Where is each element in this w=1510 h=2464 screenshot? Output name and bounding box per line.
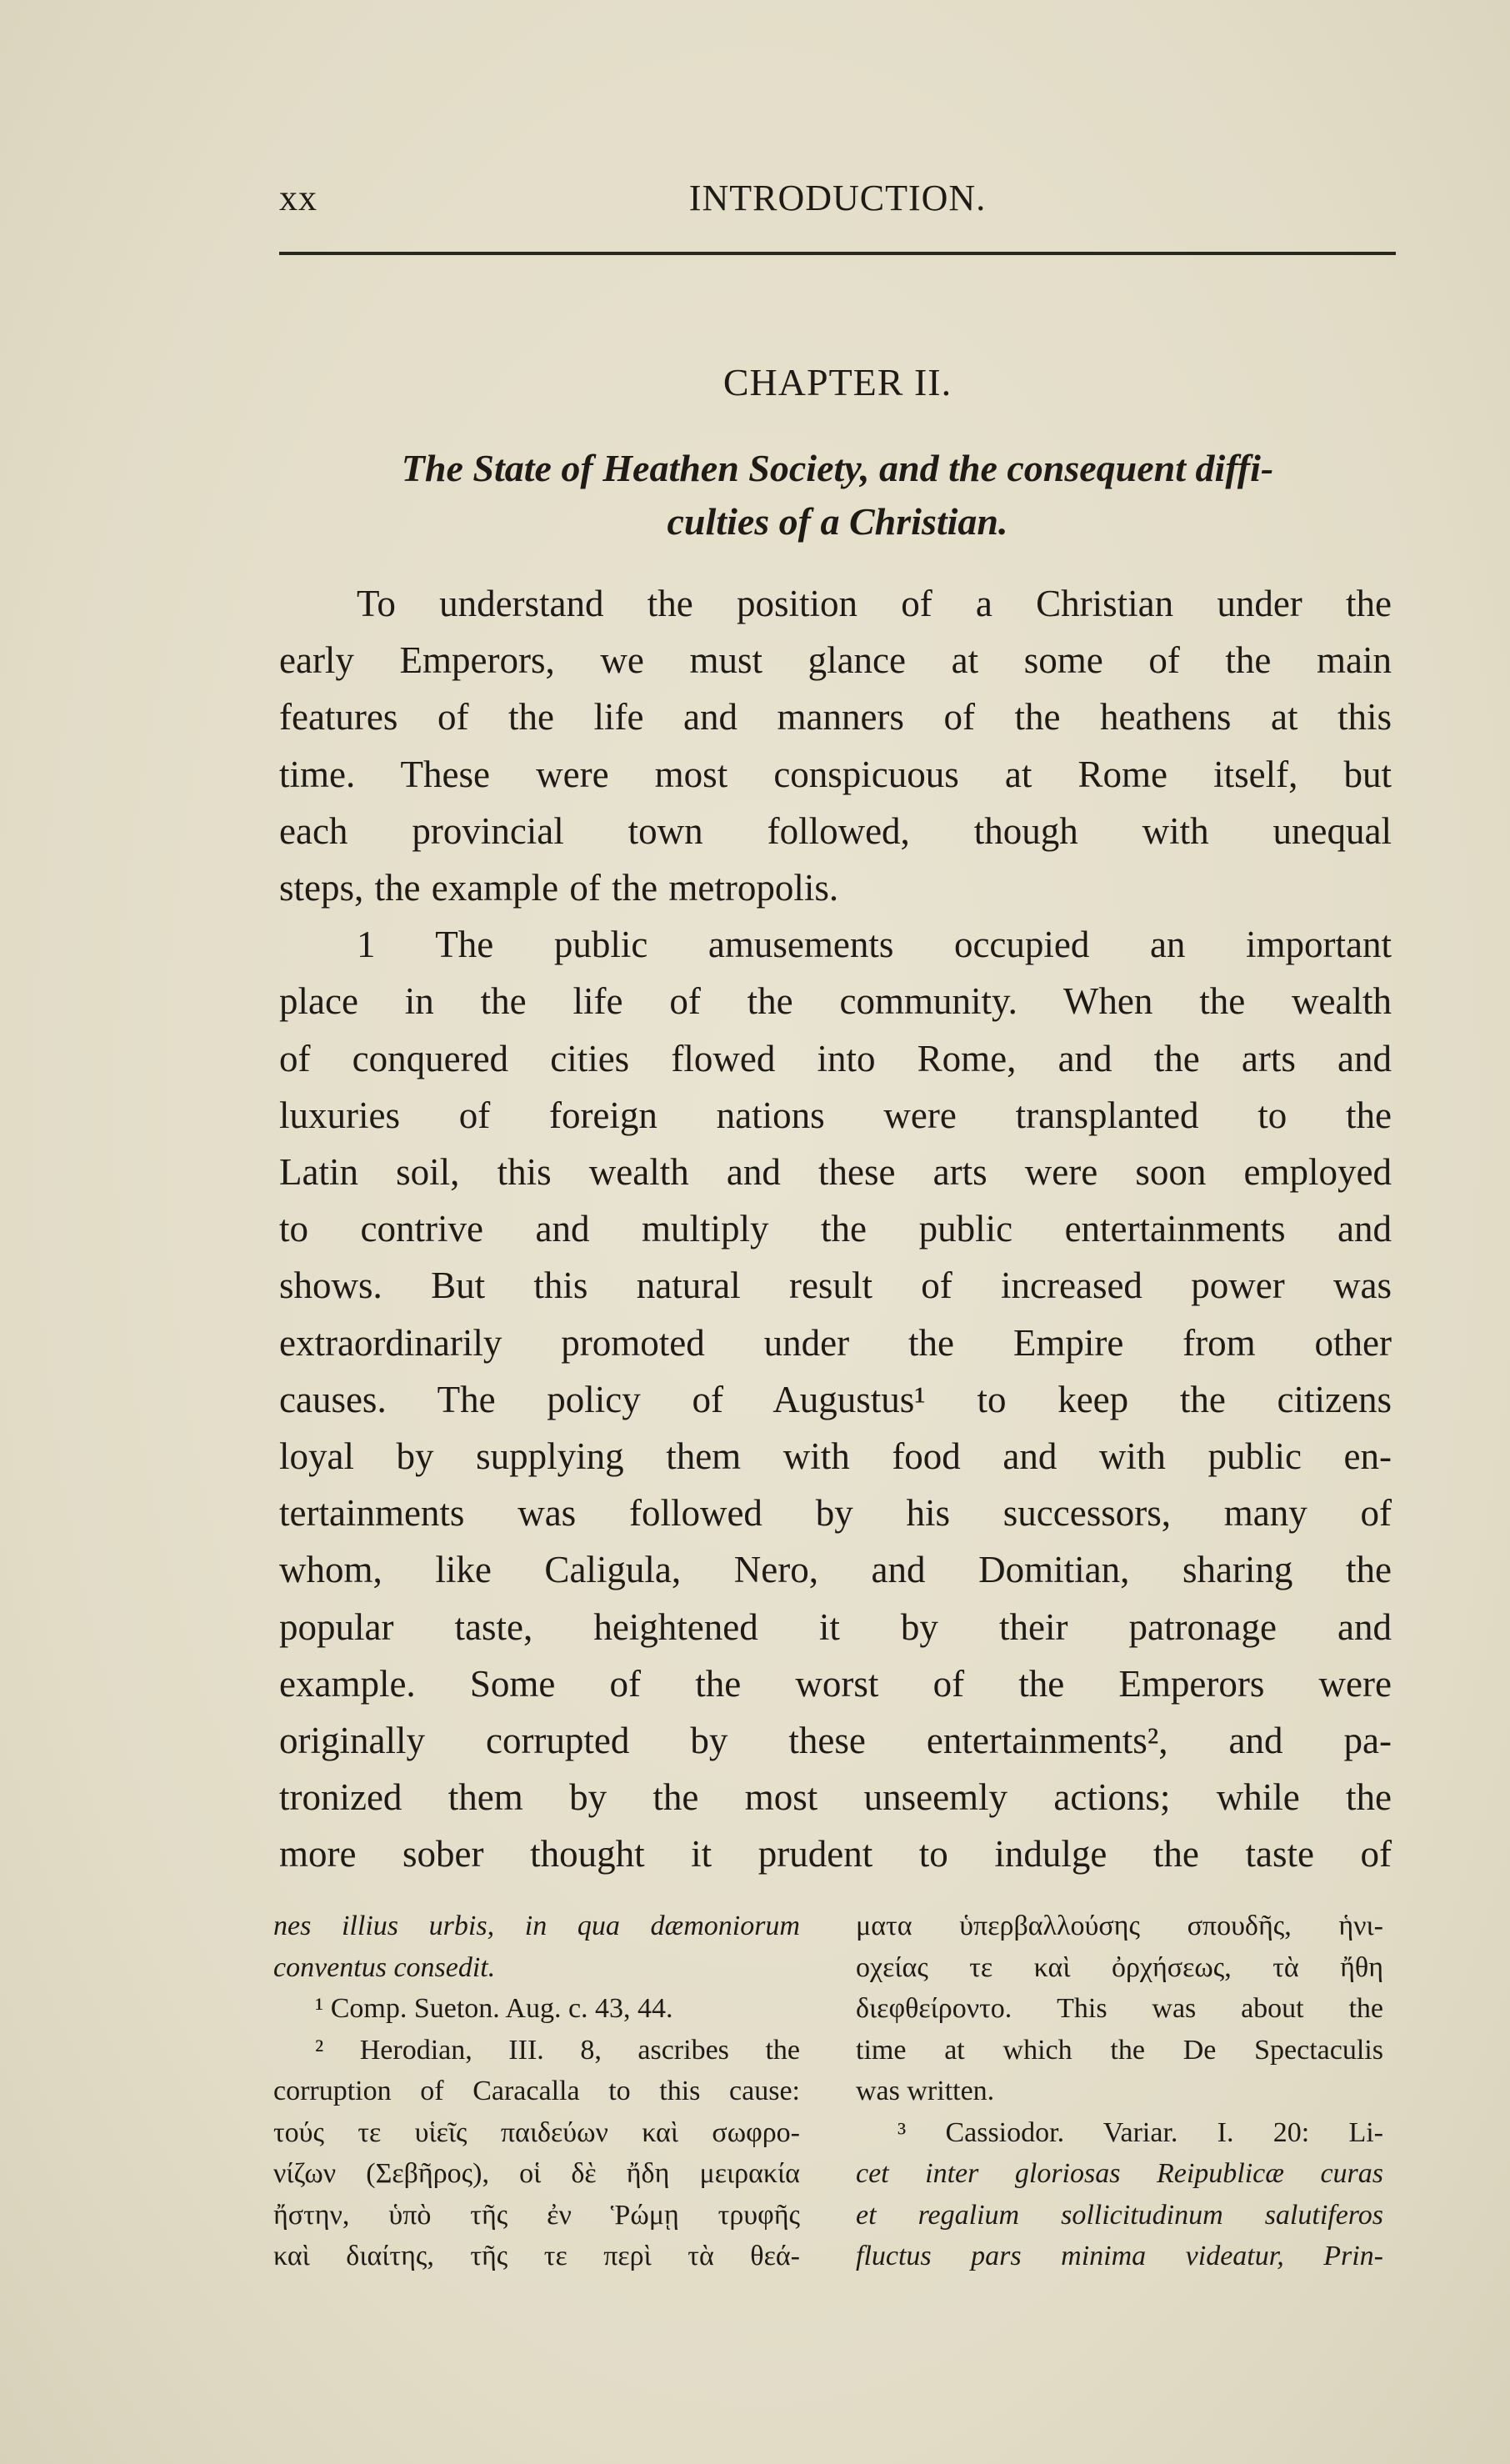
body-line: features of the life and manners of the heathens at this [279,696,1392,739]
footnote-line: was written. [856,2076,995,2106]
footnote-line: fluctus pars minima videatur, Prin- [856,2241,1383,2271]
chapter-subtitle-line: The State of Heathen Society, and the consequent diffi- [401,447,1274,489]
body-line: whom, like Caligula, Nero, and Domitian, sharing the [279,1549,1392,1591]
body-line: 1 The public amusements occupied an important [357,924,1392,966]
footnote-line: et regalium sollicitudinum salutiferos [856,2199,1383,2231]
page-number: xx [279,178,318,218]
running-title: INTRODUCTION. [688,178,987,218]
body-line: tronized them by the most unseemly actions; while the [279,1776,1392,1819]
body-line: loyal by supplying them with food and with public en- [279,1435,1392,1477]
footnote-line: nes illius urbis, in qua dæmoniorum [273,1911,800,1941]
footnote-line: ἤστην, ὑπὸ τῆς ἐν Ῥώμῃ τρυφῆς [273,2199,800,2231]
footnote-line: διεφθείροντο. This was about the [856,1993,1383,2024]
footnote-line: corruption of Caracalla to this cause: [273,2076,800,2106]
body-line: Latin soil, this wealth and these arts were soon employed [279,1151,1392,1193]
body-line: early Emperors, we must glance at some of the main [279,639,1392,682]
footnote-line: ματα ὑπερβαλλούσης σπουδῆς, ἡνι- [856,1911,1383,1941]
body-line: more sober thought it prudent to indulge the taste of [279,1833,1392,1876]
body-line: steps, the example of the metropolis. [279,867,839,909]
body-line: example. Some of the worst of the Emperors were [279,1662,1392,1705]
body-line: time. These were most conspicuous at Rome itself, but [279,753,1392,795]
page-header [279,177,1396,227]
footnote-line: καὶ διαίτης, τῆς τε περὶ τὰ θεά- [273,2241,800,2271]
footnote-line: νίζων (Σεβῆρος), οἱ δὲ ἤδη μειρακία [273,2158,800,2189]
body-line: of conquered cities flowed into Rome, and the arts and [279,1037,1392,1079]
footnote-line: ¹ Comp. Sueton. Aug. c. 43, 44. [315,1993,673,2024]
body-line: popular taste, heightened it by their patronage and [279,1605,1392,1648]
body-line: To understand the position of a Christian under the [357,583,1392,624]
body-line: causes. The policy of Augustus¹ to keep the citizens [279,1378,1392,1420]
header-rule [279,252,1396,255]
body-line: to contrive and multiply the public entertainments and [279,1208,1392,1250]
footnote-line: ² Herodian, III. 8, ascribes the [315,2034,800,2066]
footnote-line: conventus consedit. [273,1951,496,1983]
body-line: place in the life of the community. When the wealth [279,980,1392,1023]
body-line: shows. But this natural result of increased power was [279,1265,1392,1307]
footnote-line: τούς τε υἱεῖς παιδεύων καὶ σωφρο- [273,2116,800,2148]
body-line: each provincial town followed, though with unequal [279,809,1392,852]
footnote-line: time at which the De Spectaculis [856,2034,1383,2066]
footnote-line: ³ Cassiodor. Variar. I. 20: Li- [898,2116,1383,2148]
body-line: originally corrupted by these entertainments², and pa- [279,1720,1392,1761]
footnote-line: cet inter gloriosas Reipublicæ curas [856,2158,1383,2189]
body-line: extraordinarily promoted under the Empire from other [279,1321,1392,1364]
body-line: luxuries of foreign nations were transplanted to the [279,1094,1392,1136]
body-line: tertainments was followed by his successors, many of [279,1492,1392,1535]
footnote-line: οχείας τε καὶ ὀρχήσεως, τὰ ἤθη [856,1951,1383,1983]
chapter-title: CHAPTER II. [722,361,952,403]
chapter-subtitle-line: culties of a Christian. [667,500,1008,543]
